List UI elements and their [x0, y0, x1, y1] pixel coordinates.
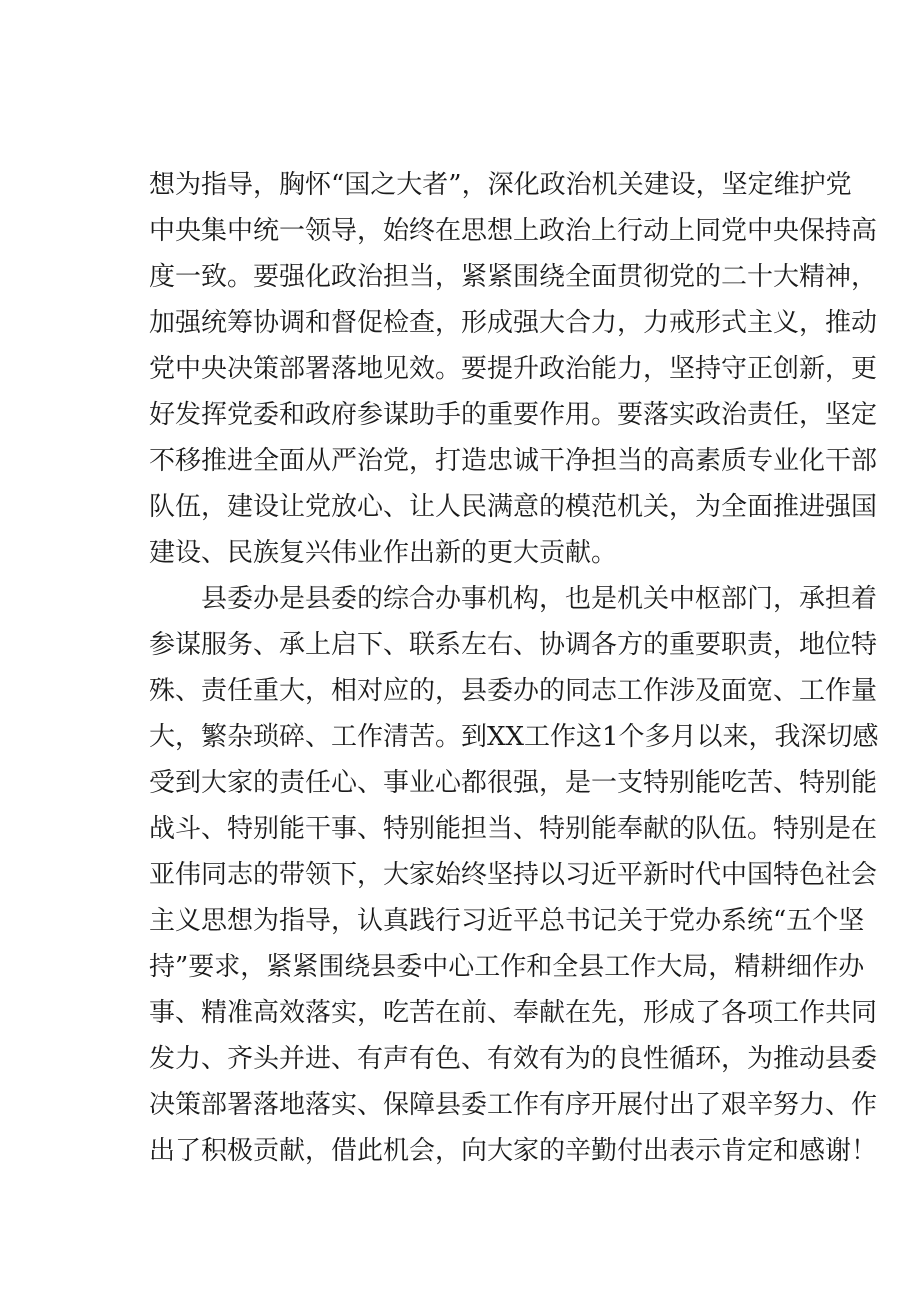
- text-line: 事、精准高效落实，吃苦在前、奉献在先，形成了各项工作共同: [149, 998, 878, 1028]
- text-line: 殊、责任重大，相对应的，县委办的同志工作涉及面宽、工作量: [149, 676, 878, 706]
- document-body: [149, 162, 879, 1174]
- text-line: 发力、齐头并进、有声有色、有效有为的良性循环，为推动县委: [149, 1044, 878, 1074]
- text-line: 县委办是县委的综合办事机构，也是机关中枢部门，承担着: [201, 584, 878, 614]
- text-line: 大，繁杂琐碎、工作清苦。到XX工作这1个多月以来，我深切感: [149, 722, 879, 752]
- text-line: 党中央决策部署落地见效。要提升政治能力，坚持守正创新，更: [149, 354, 878, 384]
- text-line: 中央集中统一领导，始终在思想上政治上行动上同党中央保持高: [149, 216, 878, 246]
- paragraph-1: [149, 162, 878, 576]
- text-line: 度一致。要强化政治担当，紧紧围绕全面贯彻党的二十大精神，: [149, 262, 878, 292]
- text-line: 亚伟同志的带领下，大家始终坚持以习近平新时代中国特色社会: [149, 860, 878, 890]
- text-line: 决策部署落地落实、保障县委工作有序开展付出了艰辛努力、作: [149, 1090, 878, 1120]
- text-line: 受到大家的责任心、事业心都很强，是一支特别能吃苦、特别能: [149, 768, 878, 798]
- text-line: 战斗、特别能干事、特别能担当、特别能奉献的队伍。特别是在: [149, 814, 878, 844]
- text-line: 参谋服务、承上启下、联系左右、协调各方的重要职责，地位特: [149, 630, 878, 660]
- text-line: 加强统筹协调和督促检查，形成强大合力，力戒形式主义，推动: [149, 308, 878, 338]
- text-line: 不移推进全面从严治党，打造忠诚干净担当的高素质专业化干部: [149, 446, 878, 476]
- text-line: 持”要求，紧紧围绕县委中心工作和全县工作大局，精耕细作办: [149, 952, 865, 982]
- text-line: 想为指导，胸怀“国之大者”，深化政治机关建设，坚定维护党: [149, 170, 852, 200]
- text-line: 建设、民族复兴伟业作出新的更大贡献。: [149, 538, 618, 568]
- text-line: 主义思想为指导，认真践行习近平总书记关于党办系统“五个坚: [149, 906, 865, 936]
- text-line: 出了积极贡献，借此机会，向大家的辛勤付出表示肯定和感谢！: [149, 1136, 878, 1166]
- paragraph-2: [149, 576, 879, 1174]
- text-line: 队伍，建设让党放心、让人民满意的模范机关，为全面推进强国: [149, 492, 878, 522]
- text-line: 好发挥党委和政府参谋助手的重要作用。要落实政治责任，坚定: [149, 400, 878, 430]
